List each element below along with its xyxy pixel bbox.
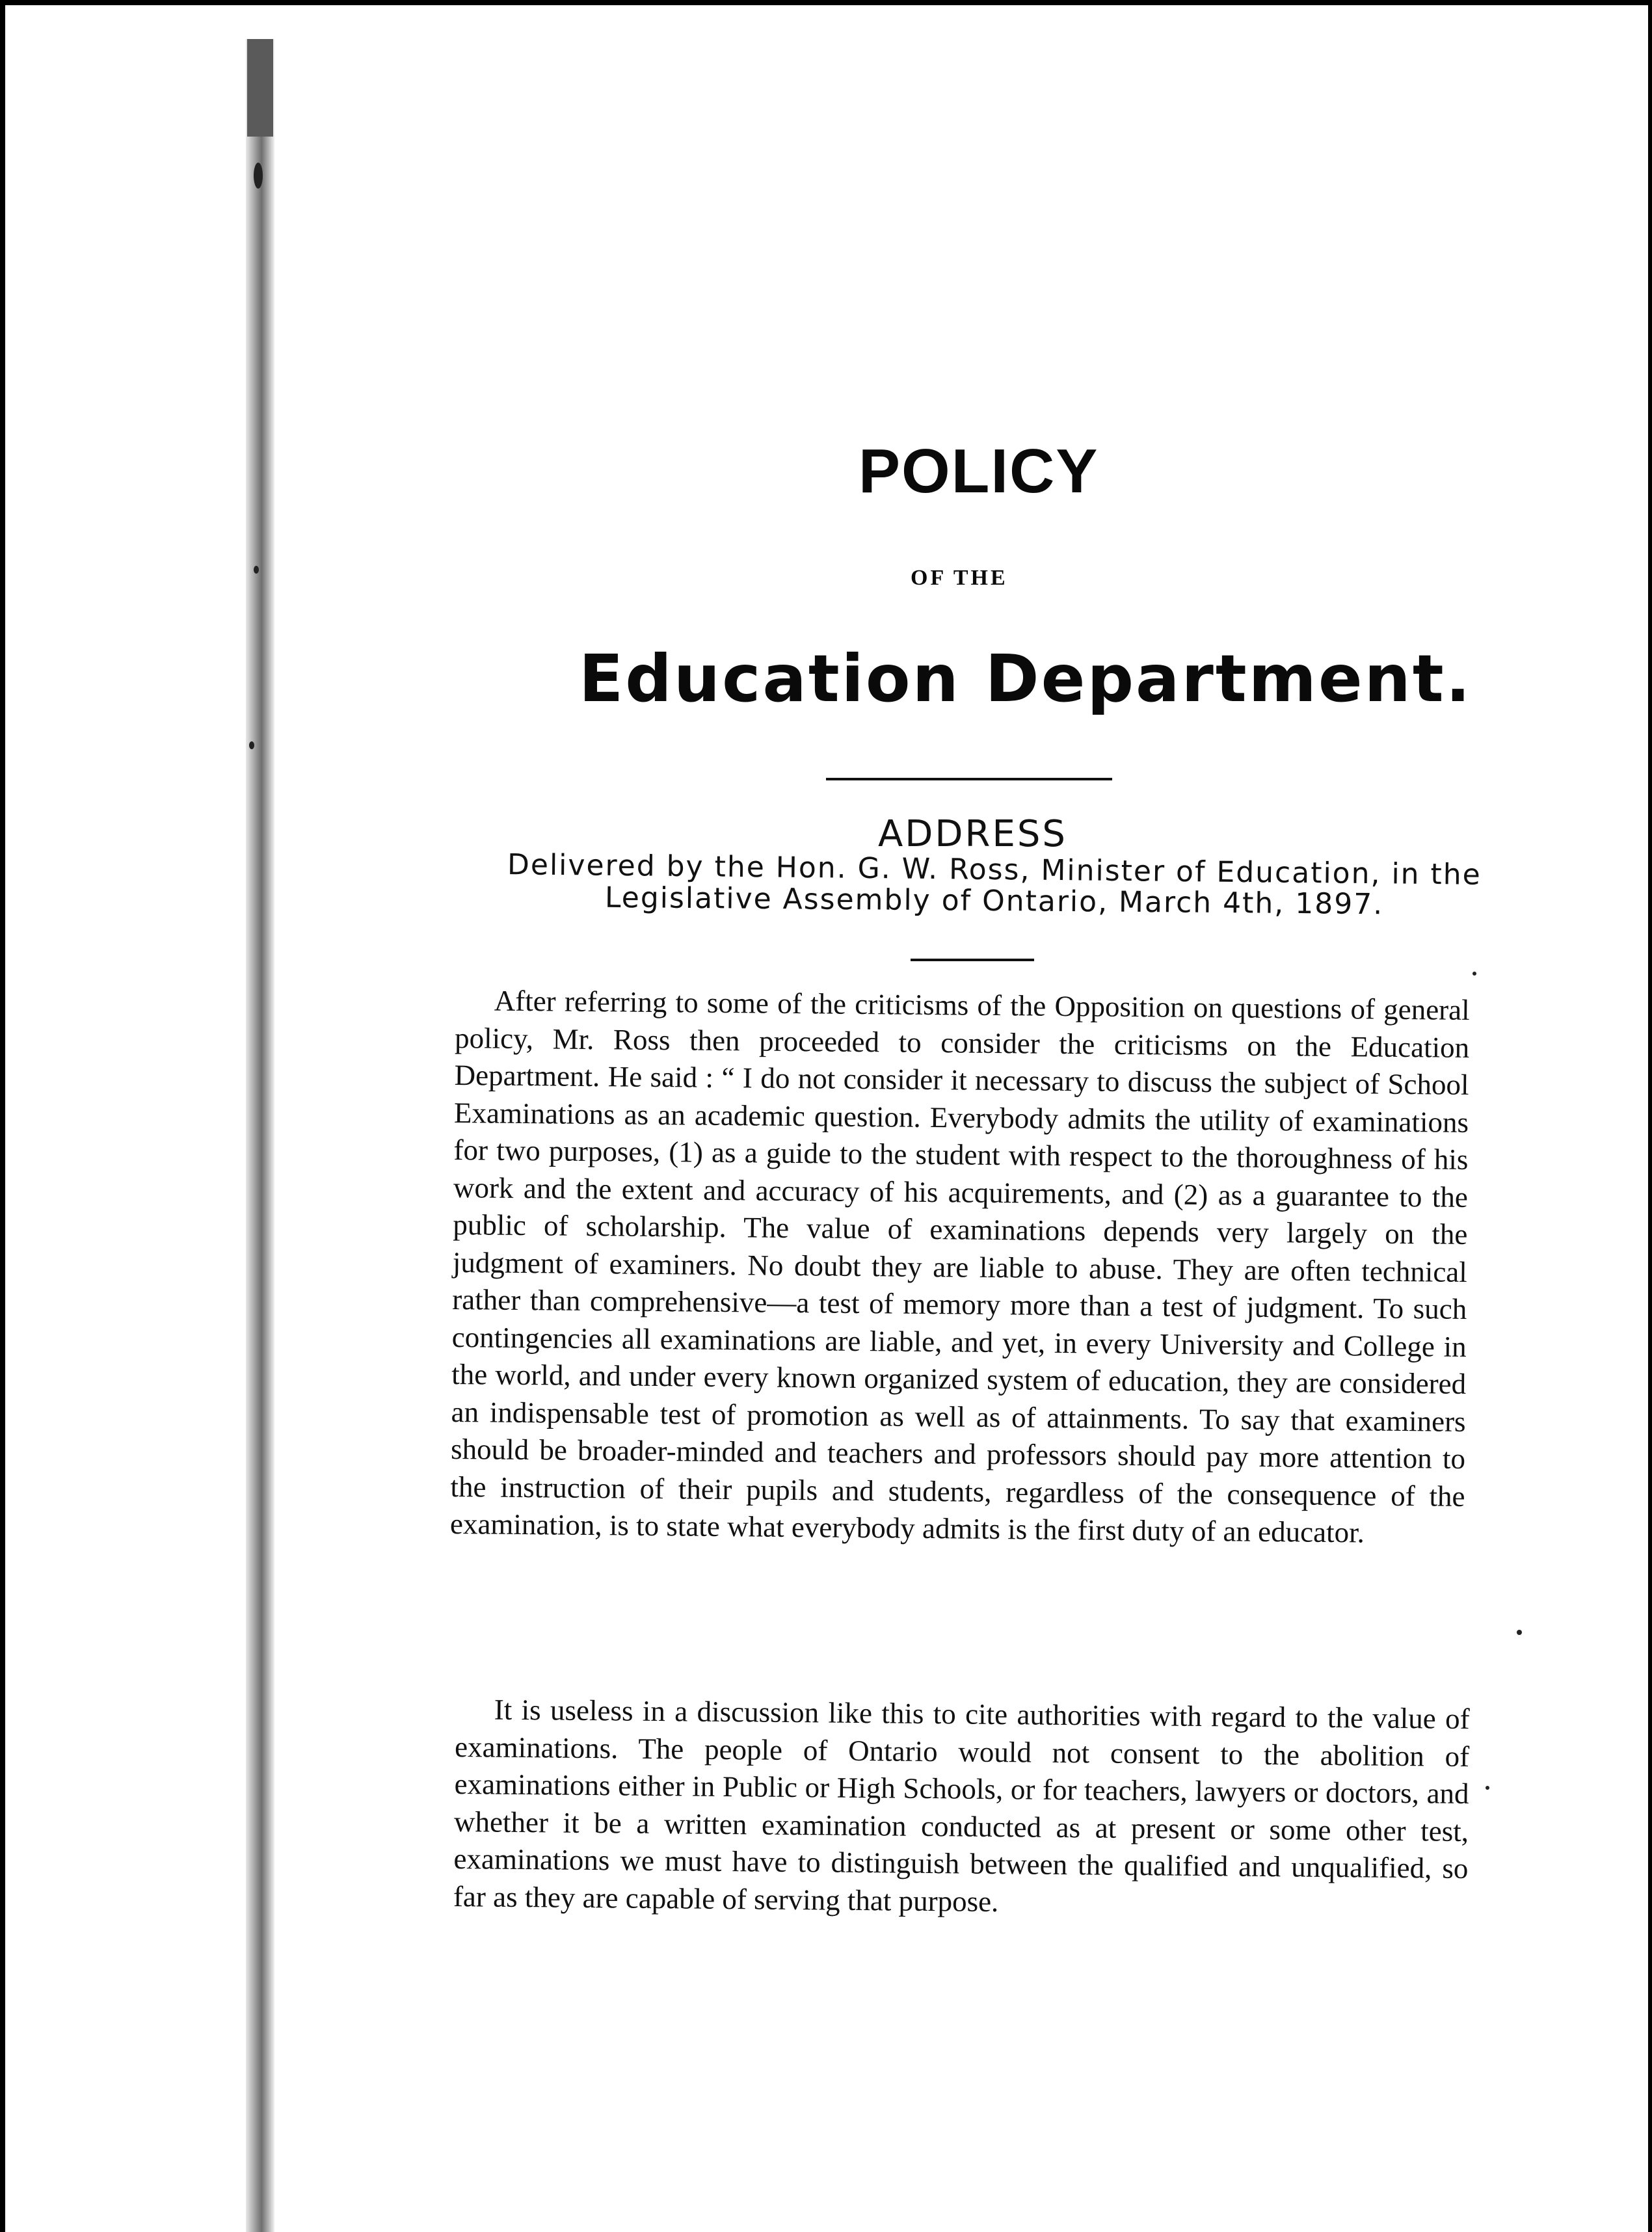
- divider-rule: [826, 778, 1112, 780]
- title-education-department: Education Department.: [579, 641, 1472, 717]
- title-policy: POLICY: [859, 436, 1099, 506]
- binding-gutter-shadow: [247, 39, 273, 137]
- scan-speck: [249, 741, 254, 749]
- address-subtitle-line-2: Legislative Assembly of Ontario, March 4th, 1897.: [604, 881, 1384, 922]
- body-paragraph: After referring to some of the criticisms of the Opposition on questions of general policy, Mr. Ross then proceeded to consider the criticisms on the Education Department. He said : “ I do not consider it necessary to discuss the subject of School Examinations as an academic question. Everybody admits the utility of examinations for two purposes, (1) as a guide to the student with respect to the thoroughness of his work and the extent and accuracy of his acquirements, and (2) as a guarantee to the public of scholarship. The value of examinations depends very largely on the judgment of examiners. No doubt they are liable to abuse. They are often technical rather than comprehensive—a test of memory more than a test of judgment. To such contingencies all examinations are liable, and yet, in every University and College in the world, and under every known organized system of education, they are considered an indispensable test of promotion as well as of attainments. To say that examiners should be broader-minded and teachers and professors should pay more attention to the instruction of their pupils and students, regardless of the consequence of the examination, is to state what everybody admits is the first duty of an educator.: [449, 984, 1470, 1549]
- title-of-the: OF THE: [911, 566, 1008, 590]
- scan-border-right: [1648, 0, 1652, 2232]
- divider-rule-short: [911, 959, 1034, 961]
- body-paragraph: It is useless in a discussion like this to cite authorities with regard to the value of examinations. The people of Ontario would not consent to the abolition of examinations either in Public or High Schools, or for teachers, lawyers or doctors, and whether it be a written examination conducted as at present or some other test, examinations we must have to distinguish between the qualified and unqualified, so far as they are capable of serving that purpose.: [453, 1693, 1470, 1918]
- address-subtitle-line-1: Delivered by the Hon. G. W. Ross, Minister of Education, in the: [507, 848, 1482, 892]
- scan-speck: [1472, 972, 1476, 976]
- scan-speck: [254, 163, 263, 189]
- binding-gutter: [246, 39, 274, 2232]
- address-heading: ADDRESS: [878, 813, 1067, 855]
- scan-speck: [254, 566, 259, 574]
- scan-speck: [1517, 1630, 1522, 1635]
- scan-border-top: [0, 0, 1652, 5]
- scan-border-left: [0, 0, 5, 2232]
- scan-speck: [1485, 1786, 1489, 1790]
